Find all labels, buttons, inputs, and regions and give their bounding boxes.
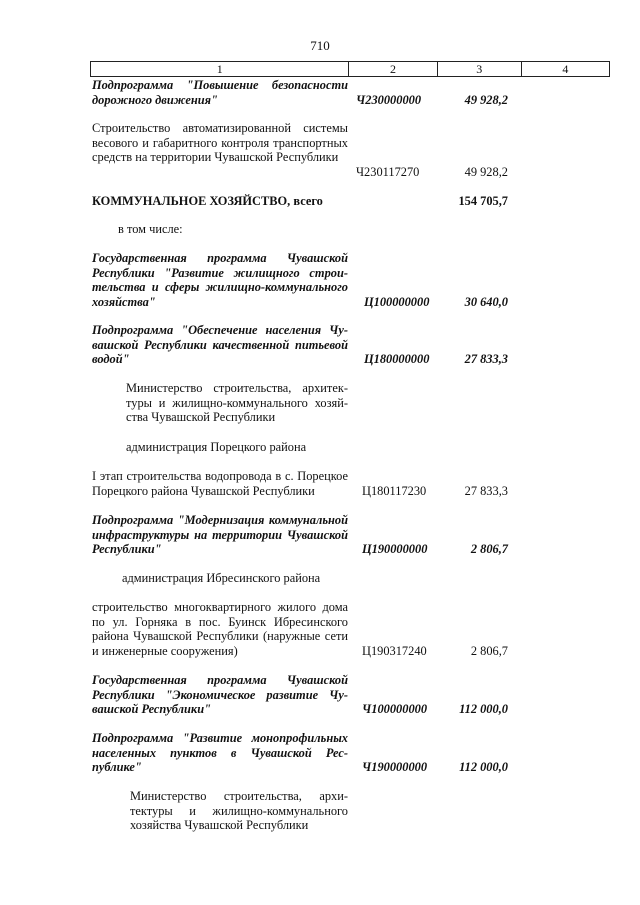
subheading: в том числе: [118,222,183,236]
subprogram-title: Подпрограмма "Модернизация коммунальной инфраструктуры на территории Чувашской Республики" [92,513,348,557]
state-program-title: Государственная программа Чувашской Республики "Развитие жилищного строительства и сферы жилищно-коммунального хозяйства" [92,251,348,309]
code-cell: Ц180000000 [364,352,430,366]
code-cell: Ц100000000 [364,295,430,309]
code-cell: Ч230000000 [356,93,422,107]
code-cell: Ц180117230 [362,484,427,498]
code-cell: Ч190000000 [362,760,428,774]
amount-cell: 2 806,7 [470,644,508,658]
column-header-row [90,61,610,77]
ministry-name: Министерство строительства, архитектуры и жилищно-коммунального хозяйства Чувашской Республики [130,789,348,833]
code-cell: Ц190000000 [362,542,428,556]
amount-cell: 112 000,0 [459,760,508,774]
subprogram-title: Подпрограмма "Развитие монопрофильных населенных пунктов в Чувашской Республике" [92,731,348,775]
amount-cell: 49 928,2 [464,93,508,107]
amount-cell: 27 833,3 [464,484,508,498]
column-header-4: 4 [521,62,609,77]
expense-item: I этап строительства водопровода в с. Порецкое Порецкого района Чувашской Республики [92,469,348,498]
expense-item: Строительство автоматизированной системы весового и габаритного контроля транспортных средств на территории Чувашской Республики [92,121,348,165]
section-heading: КОММУНАЛЬНОЕ ХОЗЯЙСТВО, всего [92,194,323,208]
amount-cell: 49 928,2 [464,165,508,179]
subprogram-title: Подпрограмма "Повышение безопасности дорожного движения" [92,78,348,107]
ministry-name: Министерство строительства, архитектуры и жилищно-коммунального хозяйства Чувашской Республики [126,381,348,425]
amount-cell: 27 833,3 [464,352,508,366]
administration-name: администрация Ибресинского района [122,571,321,585]
column-header-1: 1 [91,62,349,77]
amount-cell: 154 705,7 [458,194,508,208]
code-cell: Ч230117270 [356,165,420,179]
amount-cell: 112 000,0 [459,702,508,716]
page-number: 710 [310,38,330,53]
code-cell: Ч100000000 [362,702,428,716]
amount-cell: 30 640,0 [464,295,508,309]
column-header-3: 3 [437,62,521,77]
administration-name: администрация Порецкого района [126,440,307,454]
state-program-title: Государственная программа Чувашской Республики "Экономическое развитие Чувашской Республики" [92,673,348,717]
code-cell: Ц190317240 [362,644,427,658]
column-header-2: 2 [349,62,437,77]
subprogram-title: Подпрограмма "Обеспечение населения Чувашской Республики качественной питьевой водой" [92,323,348,367]
expense-item: строительство многоквартирного жилого дома по ул. Горняка в пос. Буинск Ибресинского района Чувашской Республики (наружные сети и инженерные сооружения) [92,600,348,658]
amount-cell: 2 806,7 [470,542,508,556]
